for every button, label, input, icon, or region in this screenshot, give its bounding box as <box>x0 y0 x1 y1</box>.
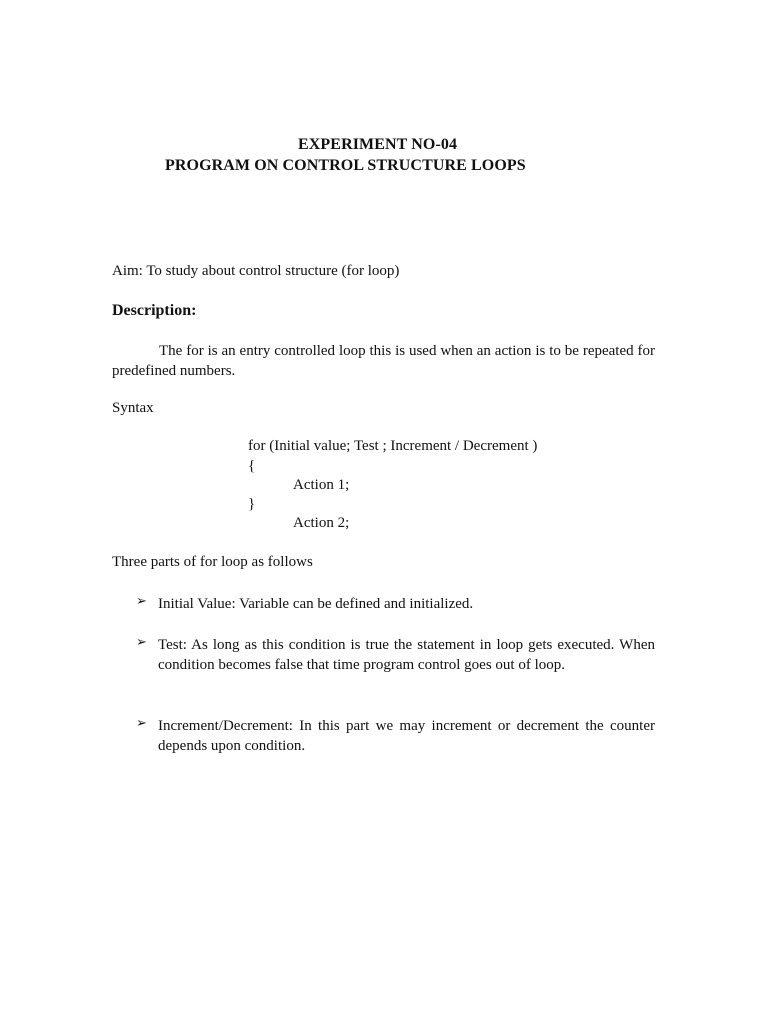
parts-intro: Three parts of for loop as follows <box>112 554 313 570</box>
description-heading: Description: <box>112 302 197 319</box>
syntax-open-brace: { <box>248 458 256 474</box>
list-item <box>136 635 656 697</box>
syntax-label: Syntax <box>112 400 154 416</box>
list-item <box>136 594 656 616</box>
list-item-text: Initial Value: Variable can be defined and initialized. <box>158 596 474 612</box>
syntax-action-2: Action 2; <box>293 515 350 531</box>
syntax-action-1: Action 1; <box>293 477 350 493</box>
description-paragraph: The for is an entry controlled loop this is used when an action is to be repeated for predefined numbers. <box>112 343 655 379</box>
list-item-text: Increment/Decrement: In this part we may increment or decrement the counter depends upon condition. <box>158 718 655 754</box>
list-item <box>136 716 656 758</box>
aim-line: Aim: To study about control structure (for loop) <box>112 263 400 279</box>
arrow-bullet-icon: ➢ <box>136 635 147 650</box>
experiment-number: EXPERIMENT NO-04 <box>298 136 458 153</box>
list-item-text: Test: As long as this condition is true the statement in loop gets executed. When condition becomes false that time program control goes out of loop. <box>158 637 655 673</box>
arrow-bullet-icon: ➢ <box>136 594 147 609</box>
page-title: PROGRAM ON CONTROL STRUCTURE LOOPS <box>165 157 526 174</box>
arrow-bullet-icon: ➢ <box>136 716 147 731</box>
syntax-close-brace: } <box>248 496 256 512</box>
syntax-line-for: for (Initial value; Test ; Increment / Decrement ) <box>248 438 538 454</box>
